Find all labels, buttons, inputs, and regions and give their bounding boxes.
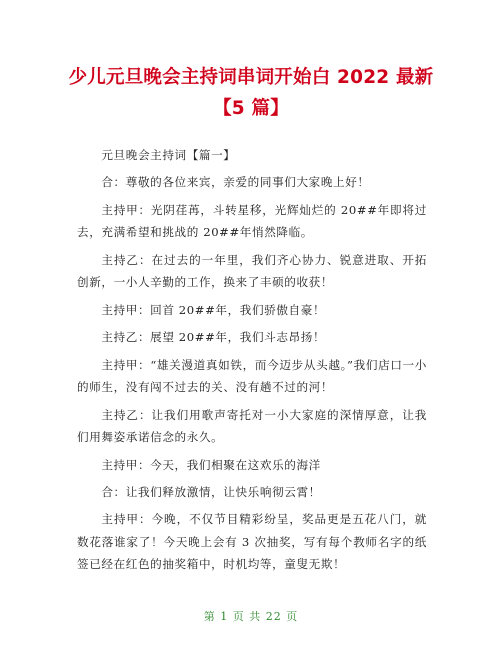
- document-title: [40, 62, 462, 124]
- paragraph: 主持甲：光阴荏苒，斗转星移，光辉灿烂的 20##年即将过去，充满希望和挑战的 20##年悄然降临。: [77, 202, 427, 240]
- page-footer: 第 1 页 共 22 页: [203, 610, 299, 623]
- paragraph: 主持甲：“雄关漫道真如铁，而今迈步从头越。”我们店口一小的师生，没有闯不过去的关、没有趟不过的河！: [77, 357, 427, 395]
- paragraph: 主持乙：在过去的一年里，我们齐心协力、锐意进取、开拓创新，一小人辛勤的工作，换来了丰硕的收获！: [77, 252, 427, 290]
- paragraph: 主持甲：今晚，不仅节目精彩纷呈，奖品更是五花八门，就数花落谁家了！今天晚上会有 3 次抽奖，写有每个教师名字的纸签已经在红色的抽奖箱中，时机均等，童叟无欺！: [77, 512, 427, 572]
- paragraph: 合：尊敬的各位来宾，亲爱的同事们大家晚上好！: [101, 175, 370, 190]
- title-line-2: 【5 篇】: [213, 98, 289, 119]
- paragraph: 主持乙：展望 20##年，我们斗志昂扬！: [101, 330, 326, 345]
- paragraph: 主持甲：今天，我们相聚在这欢乐的海洋: [101, 457, 321, 472]
- document-body: [77, 144, 427, 581]
- paragraph: 合：让我们释放激情，让快乐响彻云霄！: [101, 484, 321, 499]
- title-line-1: 少儿元旦晚会主持词串词开始白 2022 最新: [68, 67, 434, 88]
- paragraph: 主持乙：让我们用歌声寄托对一小大家庭的深情厚意，让我们用舞姿承诺信念的永久。: [77, 407, 427, 445]
- section-heading: 元旦晚会主持词【篇一】: [101, 148, 236, 162]
- paragraph: 主持甲：回首 20##年，我们骄傲自豪！: [101, 302, 326, 317]
